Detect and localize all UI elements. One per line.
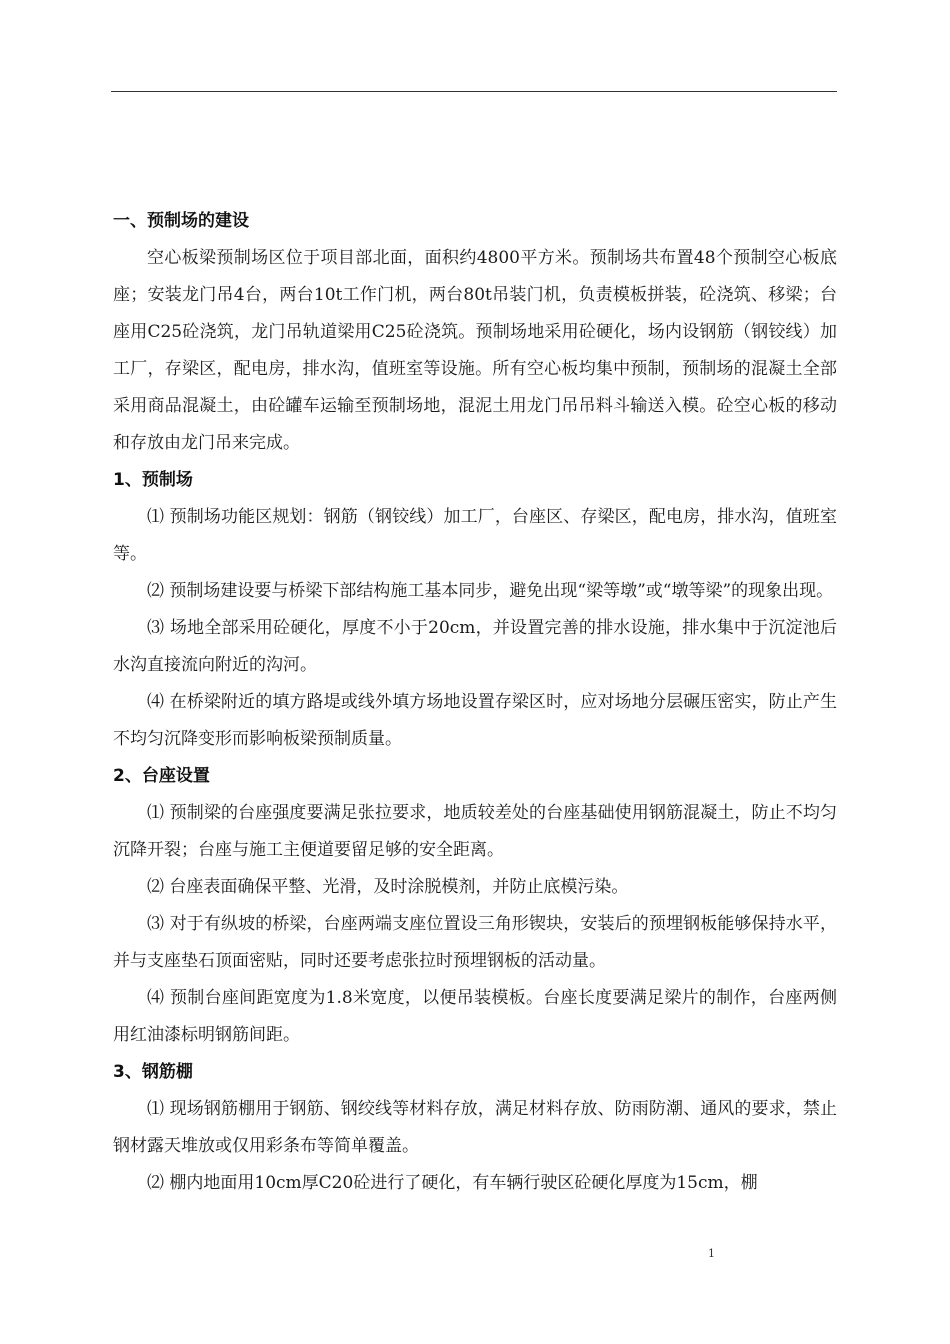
paragraph-pedestal-3: ⑶ 对于有纵坡的桥梁，台座两端支座位置设三角形锲块，安装后的预埋钢板能够保持水平，并与支座垫石顶面密贴，同时还要考虑张拉时预埋钢板的活动量。	[113, 914, 837, 971]
header-rule	[111, 91, 837, 92]
section-heading-prefab-yard-construction: 一、预制场的建设	[113, 211, 249, 231]
page-number: 1	[708, 1247, 715, 1260]
section-heading-prefab-yard: 1、预制场	[113, 470, 193, 490]
paragraph-pedestal-1: ⑴ 预制梁的台座强度要满足张拉要求，地质较差处的台座基础使用钢筋混凝土，防止不均匀沉降开裂；台座与施工主便道要留足够的安全距离。	[113, 803, 837, 860]
paragraph-yard-4: ⑷ 在桥梁附近的填方路堤或线外填方场地设置存梁区时，应对场地分层碾压密实，防止产生不均匀沉降变形而影响板梁预制质量。	[113, 692, 837, 749]
paragraph-pedestal-4: ⑷ 预制台座间距宽度为1.8米宽度，以便吊装模板。台座长度要满足梁片的制作，台座两侧用红油漆标明钢筋间距。	[113, 988, 837, 1045]
section-heading-rebar-shed: 3、钢筋棚	[113, 1062, 193, 1082]
paragraph-pedestal-2: ⑵ 台座表面确保平整、光滑，及时涂脱模剂，并防止底模污染。	[147, 877, 629, 897]
paragraph-overview: 空心板梁预制场区位于项目部北面，面积约4800平方米。预制场共布置48个预制空心板底座；安装龙门吊4台，两台10t工作门机，两台80t吊装门机，负责模板拼装，砼浇筑、移梁；台座用C25砼浇筑，龙门吊轨道梁用C25砼浇筑。预制场地采用砼硬化，场内设钢筋（钢铰线）加工厂，存梁区，配电房，排水沟，值班室等设施。所有空心板均集中预制，预制场的混凝土全部采用商品混凝土，由砼罐车运输至预制场地，混泥土用龙门吊吊料斗输送入模。砼空心板的移动和存放由龙门吊来完成。	[113, 248, 837, 453]
section-heading-pedestal-setup: 2、台座设置	[113, 766, 210, 786]
paragraph-yard-2: ⑵ 预制场建设要与桥梁下部结构施工基本同步，避免出现“梁等墩”或“墩等梁”的现象出现。	[147, 581, 834, 601]
paragraph-shed-2: ⑵ 棚内地面用10cm厚C20砼进行了硬化，有车辆行驶区砼硬化厚度为15cm，棚	[147, 1173, 758, 1193]
paragraph-yard-3: ⑶ 场地全部采用砼硬化，厚度不小于20cm，并设置完善的排水设施，排水集中于沉淀池后水沟直接流向附近的沟河。	[113, 618, 837, 675]
document-body	[113, 203, 837, 1202]
paragraph-yard-1: ⑴ 预制场功能区规划：钢筋（钢铰线）加工厂，台座区、存梁区，配电房，排水沟，值班室等。	[113, 507, 837, 564]
paragraph-shed-1: ⑴ 现场钢筋棚用于钢筋、钢绞线等材料存放，满足材料存放、防雨防潮、通风的要求，禁止钢材露天堆放或仅用彩条布等简单覆盖。	[113, 1099, 837, 1156]
